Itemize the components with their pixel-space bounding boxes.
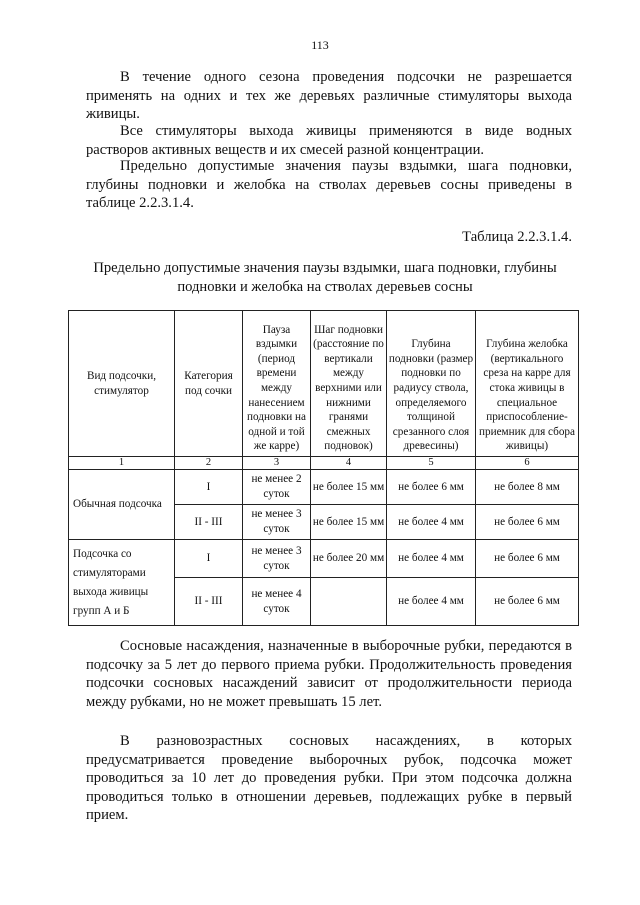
- tapping-type-cell: Подсочка со стимуляторами выхода живицы групп А и Б: [69, 540, 175, 626]
- category-cell: I: [175, 540, 243, 578]
- column-number: 6: [476, 457, 579, 470]
- groove-cell: не более 6 мм: [476, 578, 579, 626]
- depth-cell: не более 4 мм: [387, 540, 476, 578]
- header-groove: Глубина желобка (вертикального среза на карре для стока живицы в специальное приспособление-приемник для сбора живицы): [476, 311, 579, 457]
- table-caption-number: Таблица 2.2.3.1.4.: [462, 229, 572, 245]
- tapping-type-cell: Обычная подсочка: [69, 470, 175, 540]
- header-category: Категория под сочки: [175, 311, 243, 457]
- paragraph-table-reference: Предельно допустимые значения паузы вздымки, шага подновки, глубины подновки и желобка на стволах деревьев сосны приведены в таблице 2.2.3.1.4.: [86, 158, 572, 211]
- table-header-row: [69, 311, 579, 457]
- table-row: [69, 470, 579, 505]
- tapping-limits-table: [68, 310, 579, 626]
- step-cell: не более 15 мм: [311, 505, 387, 540]
- groove-cell: не более 6 мм: [476, 505, 579, 540]
- groove-cell: не более 8 мм: [476, 470, 579, 505]
- pause-cell: не менее 4 суток: [243, 578, 311, 626]
- groove-cell: не более 6 мм: [476, 540, 579, 578]
- table-title: Предельно допустимые значения паузы вздымки, шага подновки, глубины подновки и желобка на стволах деревьев сосны: [93, 260, 557, 295]
- header-step: Шаг подновки (расстояние по вертикали между верхними или нижними гранями смежных подновок): [311, 311, 387, 457]
- pause-cell: не менее 2 суток: [243, 470, 311, 505]
- page-number: 113: [311, 38, 329, 52]
- paragraph-stimulator-solutions: Все стимуляторы выхода живицы применяются в виде водных растворов активных веществ и их смесей разной концентрации.: [86, 123, 572, 158]
- column-number: 5: [387, 457, 476, 470]
- step-cell: не более 15 мм: [311, 470, 387, 505]
- column-number: 1: [69, 457, 175, 470]
- depth-cell: не более 4 мм: [387, 505, 476, 540]
- column-number: 3: [243, 457, 311, 470]
- header-depth: Глубина подновки (размер подновки по радиусу ствола, определяемого толщиной срезанного слоя древесины): [387, 311, 476, 457]
- category-cell: II - III: [175, 505, 243, 540]
- category-cell: II - III: [175, 578, 243, 626]
- depth-cell: не более 6 мм: [387, 470, 476, 505]
- paragraph-transfer-to-tapping: Сосновые насаждения, назначенные в выборочные рубки, передаются в подсочку за 5 лет до первого приема рубки. Продолжительность проведения подсочки сосновых насаждений зависит от продолжительности периода между рубками, но не может превышать 15 лет.: [86, 638, 572, 710]
- pause-cell: не менее 3 суток: [243, 540, 311, 578]
- step-cell: [311, 578, 387, 626]
- paragraph-stimulator-restriction: В течение одного сезона проведения подсочки не разрешается применять на одних и тех же деревьях различные стимуляторы выхода живицы.: [86, 69, 572, 122]
- paragraph-uneven-aged-stands: В разновозрастных сосновых насаждениях, в которых предусматривается проведение выборочных рубок, подсочка может проводиться за 10 лет до проведения рубки. При этом подсочка должна проводиться только в отношении деревьев, подлежащих рубке в первый прием.: [86, 733, 572, 823]
- pause-cell: не менее 3 суток: [243, 505, 311, 540]
- step-cell: не более 20 мм: [311, 540, 387, 578]
- category-cell: I: [175, 470, 243, 505]
- column-number: 4: [311, 457, 387, 470]
- header-tapping-type: Вид подсочки, стимулятор: [69, 311, 175, 457]
- header-pause: Пауза вздымки (период времени между нанесением подновки на одной и той же карре): [243, 311, 311, 457]
- depth-cell: не более 4 мм: [387, 578, 476, 626]
- column-number-row: [69, 457, 579, 470]
- table-row: [69, 540, 579, 578]
- column-number: 2: [175, 457, 243, 470]
